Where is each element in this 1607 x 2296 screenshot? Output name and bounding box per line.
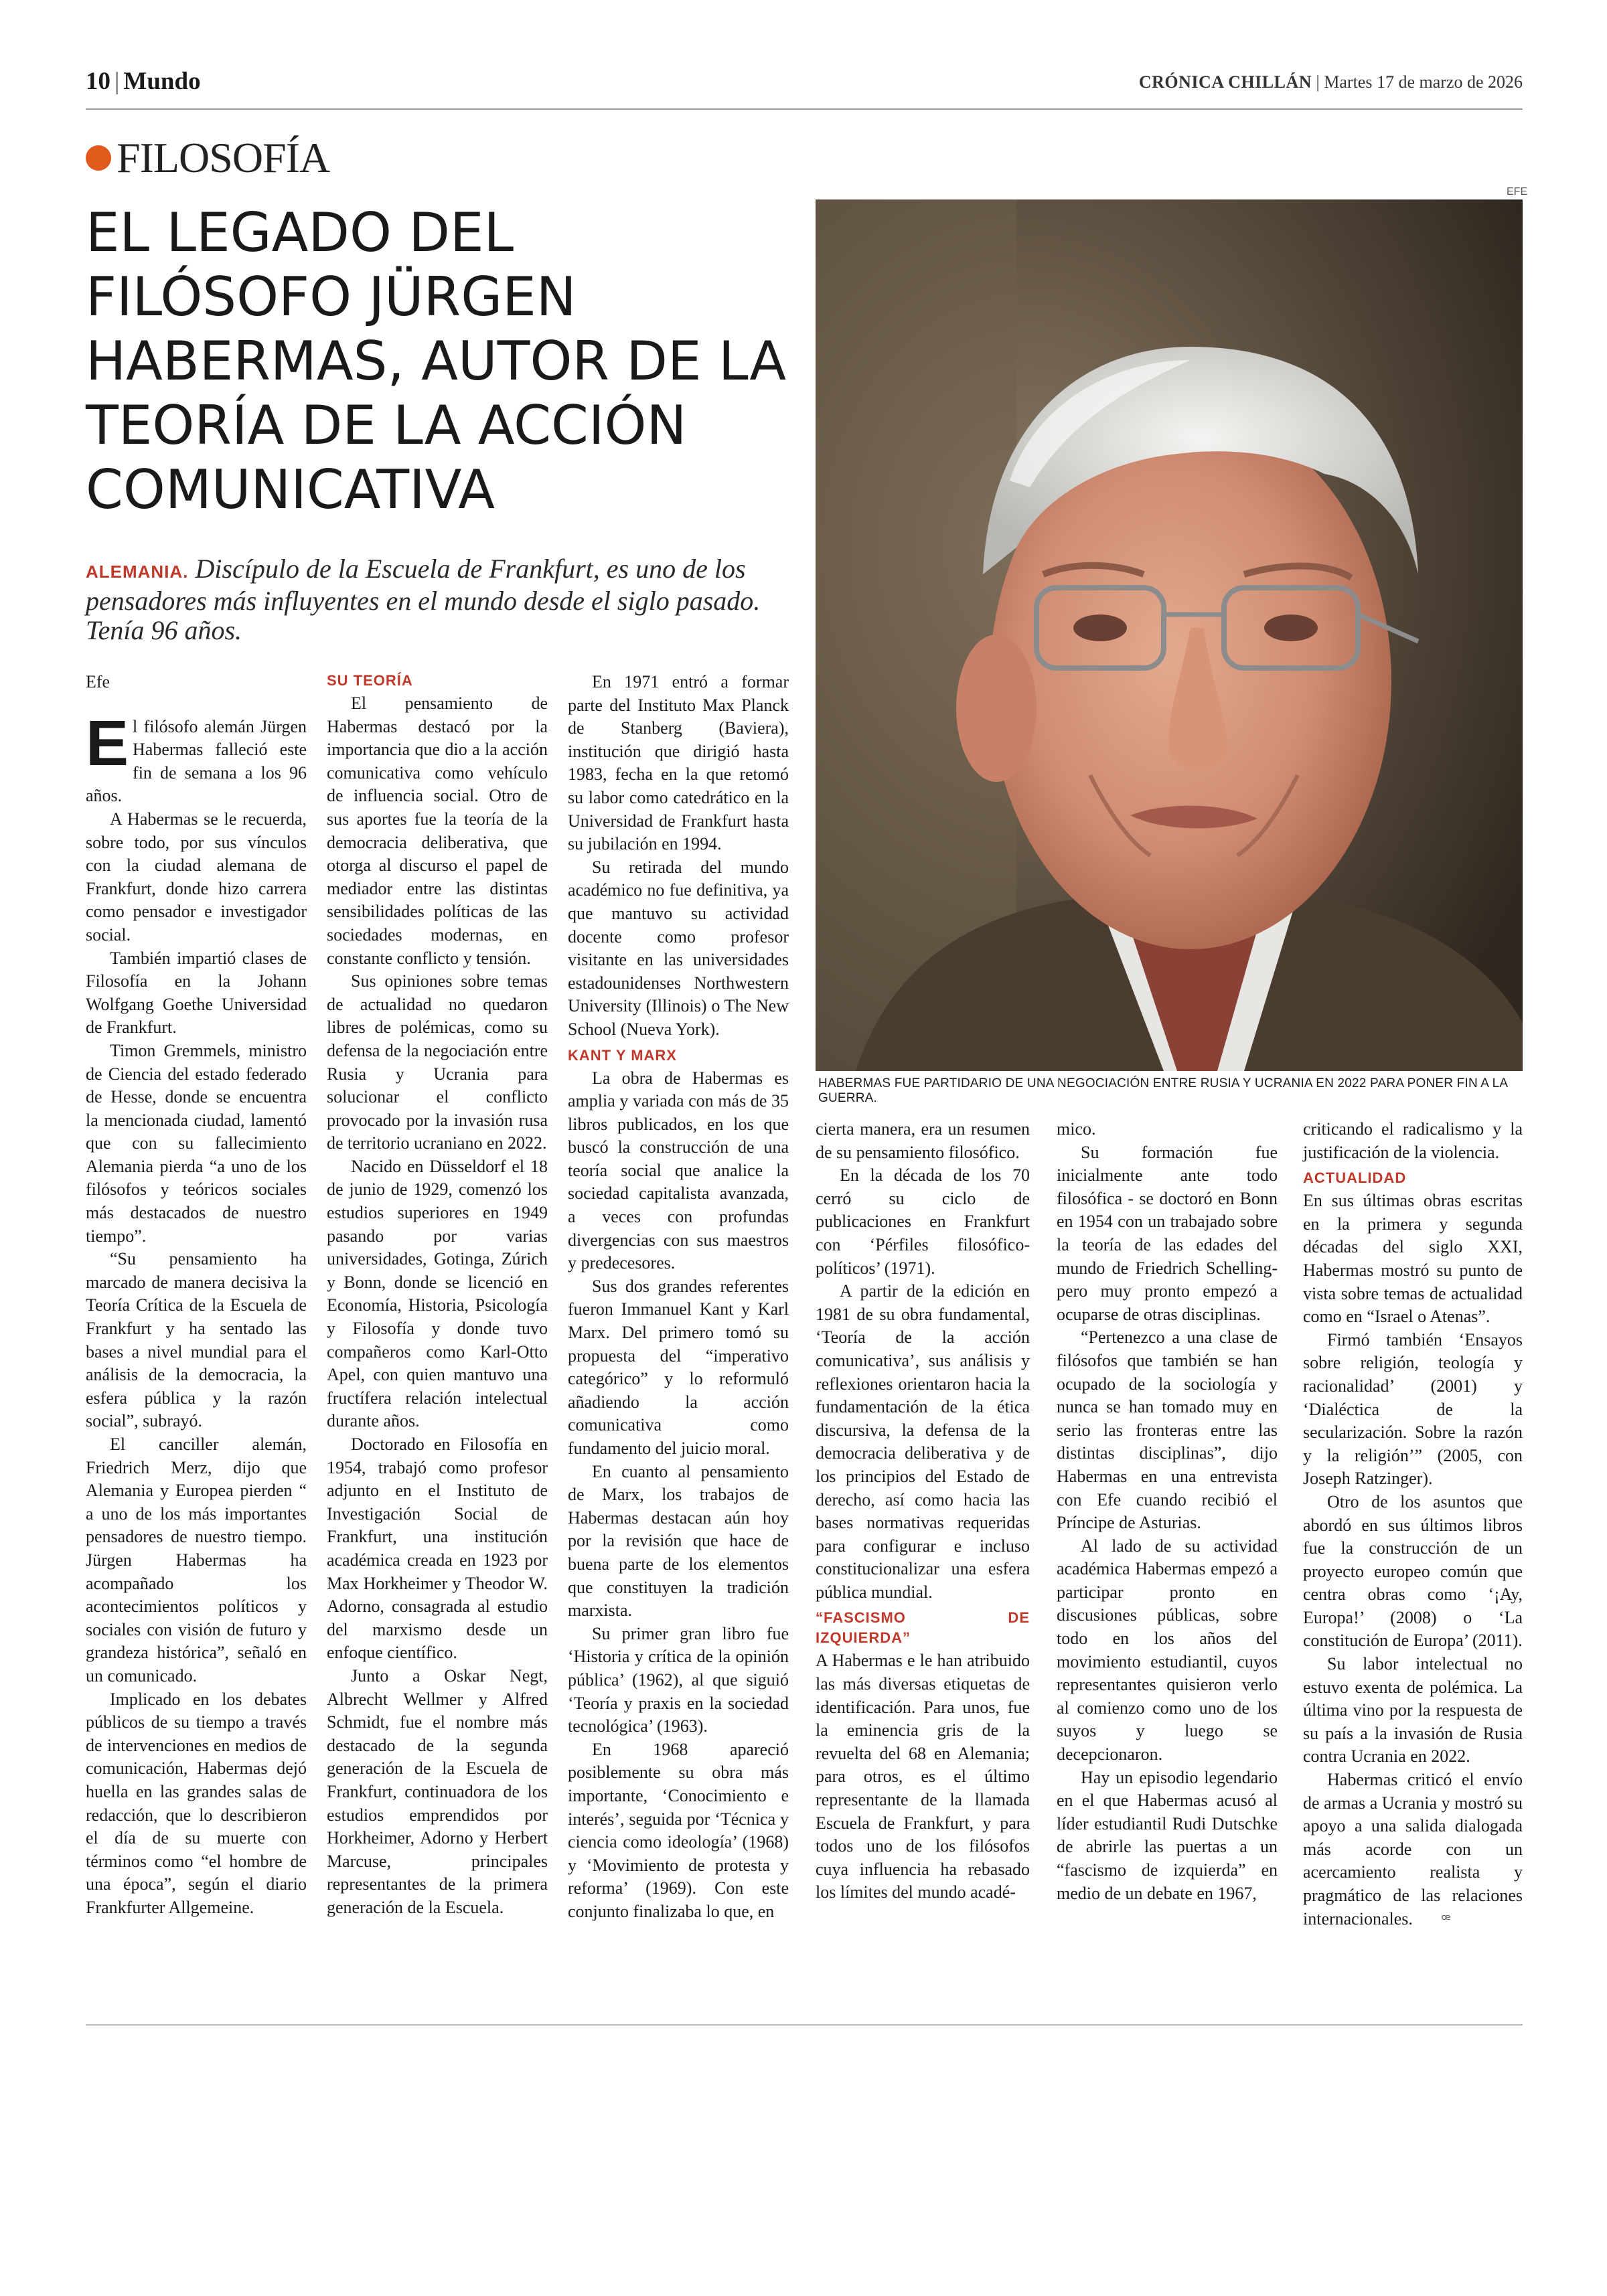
body-paragraph — [86, 707, 307, 808]
body-paragraph: Su formación fue inicialmente ante todo filosófica - se doctoró en Bonn en 1954 con un trabajado sobre la teoría de las edades del mundo de Friedrich Schelling- pero muy pronto empezó a ocuparse de otras disciplinas. — [1057, 1142, 1278, 1324]
deck-text: Discípulo de la Escuela de Frankfurt, es uno de los pensadores más influyentes en el mundo desde el siglo pasado. Tenía 96 años. — [86, 554, 761, 645]
article-deck — [86, 554, 795, 645]
body-paragraph: Su retirada del mundo académico no fue definitiva, ya que mantuvo su actividad docente como profesor visitante en las universidades estadounidenses Northwestern University (Illinois) o The New School (Nueva York). — [568, 857, 789, 1039]
subheading-su-teoria: SU TEORÍA — [327, 672, 413, 689]
body-column-5 — [1057, 1118, 1278, 1905]
page-number: 10 — [86, 68, 110, 95]
body-column-6 — [1303, 1118, 1523, 1931]
kicker-label: FILOSOFÍA — [117, 134, 330, 181]
body-paragraph: Timon Gremmels, ministro de Ciencia del estado federado de Hesse, donde se encuentra la mencionada ciudad, lamentó que con su fallecimiento Alemania pierda “a uno de los filósofos y teóricos sociales más destacados de nuestro tiempo”. — [86, 1040, 307, 1246]
body-paragraph: Sus opiniones sobre temas de actualidad no quedaron libres de polémicas, como su defensa de la negociación entre Rusia y Ucrania para solucionar el conflicto provocado por la invasión rusa de territorio ucraniano en 2022. — [327, 971, 548, 1153]
body-paragraph: Al lado de su actividad académica Habermas empezó a participar pronto en discusiones públicas, sobre todo en los años del movimiento estudiantil, cuyos representantes quisieron verlo al comienzo como uno de los suyos y luego se decepcionaron. — [1057, 1536, 1278, 1765]
kicker-dot-icon — [86, 145, 111, 171]
body-paragraph — [1303, 1769, 1523, 1931]
body-paragraph: Doctorado en Filosofía en 1954, trabajó como profesor adjunto en el Instituto de Investigación Social de Frankfurt, una institución académica creada en 1923 por Max Horkheimer y Theodor W. Adorno, consagrada al estudio del marxismo desde un enfoque científico. — [327, 1434, 548, 1663]
body-paragraph: En 1971 entró a formar parte del Instituto Max Planck de Stanberg (Baviera), institución que dirigió hasta 1983, fecha en la que retomó su labor como catedrático en la Universidad de Frankfurt hasta su jubilación en 1994. — [568, 672, 789, 854]
publication-date: Martes 17 de marzo de 2026 — [1324, 72, 1523, 92]
body-paragraph: Hay un episodio legendario en el que Habermas acusó al líder estudiantil Rudi Dutschke de abrirle las puertas a un “fascismo de izquierda” en medio de un debate en 1967, — [1057, 1767, 1278, 1903]
header-rule — [86, 108, 1523, 110]
article-headline: EL LEGADO DEL FILÓSOFO JÜRGEN HABERMAS, AUTOR DE LA TEORÍA DE LA ACCIÓN COMUNICATIVA — [86, 201, 787, 521]
body-paragraph: Su labor intelectual no estuvo exenta de polémica. La última vino por la respuesta de su país a la invasión de Rusia contra Ucrania en 2022. — [1303, 1654, 1523, 1767]
body-paragraph: A Habermas se le recuerda, sobre todo, por sus vínculos con la ciudad alemana de Frankfurt, donde hizo carrera como pensador e investigador social. — [86, 809, 307, 945]
section-kicker — [86, 131, 329, 185]
body-paragraph: Sus dos grandes referentes fueron Immanuel Kant y Karl Marx. Del primero tomó su propuesta del “imperativo categórico” y lo reformuló añadiendo la acción comunicativa como fundamento del juicio moral. — [568, 1276, 789, 1458]
body-column-4 — [816, 1118, 1030, 1904]
drop-cap: E — [86, 707, 129, 779]
body-paragraph: cierta manera, era un resumen de su pensamiento filosófico. — [816, 1119, 1030, 1162]
body-paragraph: Implicado en los debates públicos de su tiempo a través de intervenciones en medios de comunicación, Habermas dejó huella en las grandes salas de redacción, que lo describieron el día de su muerte con términos como “el hombre de una época”, según el diario Frankfurter Allgemeine. — [86, 1689, 307, 1917]
subheading-fascismo: “FASCISMO DE IZQUIERDA” — [816, 1609, 1030, 1647]
body-paragraph: También impartió clases de Filosofía en la Johann Wolfgang Goethe Universidad de Frankfurt. — [86, 948, 307, 1038]
body-paragraph: “Su pensamiento ha marcado de manera decisiva la Teoría Crítica de la Escuela de Frankfurt y ha sentado las bases a nivel mundial para el análisis de la democracia, la esfera pública y la razón social”, subrayó. — [86, 1249, 307, 1431]
body-paragraph: El pensamiento de Habermas destacó por la importancia que dio a la acción comunicativa como vehículo de influencia social. Otro de sus aportes fue la teoría de la democracia deliberativa, que otorga al discurso el papel de mediador entre las distintas sensibilidades políticas de las sociedades modernas, en constante conflicto y tensión. — [327, 693, 548, 968]
body-paragraph: criticando el radicalismo y la justificación de la violencia. — [1303, 1119, 1523, 1162]
paragraph-text: l filósofo alemán Jürgen Habermas falleció este fin de semana a los 96 años. — [86, 716, 307, 806]
body-paragraph: En la década de los 70 cerró su ciclo de publicaciones en Frankfurt con ‘Pérfiles filosófico-políticos’ (1971). — [816, 1165, 1030, 1278]
portrait-photo — [816, 199, 1523, 1071]
section-name: Mundo — [123, 68, 201, 95]
paragraph-text: Habermas criticó el envío de armas a Ucrania y mostró su apoyo a una salida dialogada más acorde con un acercamiento realista y pragmático de las relaciones internacionales. — [1303, 1770, 1523, 1929]
body-paragraph: “Pertenezco a una clase de filósofos que también se han ocupado de la sociología y nunca se han tomado muy en serio las fronteras entre las distintas disciplinas”, dijo Habermas en una entrevista con Efe cuando recibió el Príncipe de Asturias. — [1057, 1327, 1278, 1533]
subheading-kant-y-marx: KANT Y MARX — [568, 1046, 677, 1064]
photo-caption: HABERMAS FUE PARTIDARIO DE UNA NEGOCIACIÓN ENTRE RUSIA Y UCRANIA EN 2022 PARA PONER FIN A LA GUERRA. — [818, 1076, 1508, 1105]
end-mark-icon: ꟹ — [1441, 1910, 1451, 1928]
body-column-3 — [568, 671, 789, 1923]
body-paragraph: La obra de Habermas es amplia y variada con más de 35 libros publicados, en los que buscó la construcción de una teoría social que analice la sociedad capitalista avanzada, a veces con profundas divergencias con sus maestros y predecesores. — [568, 1068, 789, 1273]
body-paragraph: En 1968 apareció posiblemente su obra más importante, ‘Conocimiento e interés’, seguida por ‘Técnica y ciencia como ideología’ (1968) y ‘Movimiento de protesta y reforma’ (1969). Con este conjunto finalizaba lo que, en — [568, 1739, 789, 1921]
body-paragraph: A partir de la edición en 1981 de su obra fundamental, ‘Teoría de la acción comunicativa’, sus análisis y reflexiones orientaron hacia la fundamentación de la ética discursiva, la defensa de la democracia deliberativa y de los principios del Estado de derecho, así como hacia las bases normativas requeridas para configurar e incluso constitucionalizar una esfera pública mundial. — [816, 1281, 1030, 1602]
body-paragraph: mico. — [1057, 1119, 1096, 1139]
body-paragraph: Firmó también ‘Ensayos sobre religión, teología y racionalidad’ (2001) y ‘Dialéctica de la secularización. Sobre la razón y la religión’” (2005, con Joseph Ratzinger). — [1303, 1329, 1523, 1489]
byline: Efe — [86, 672, 110, 691]
body-paragraph: A Habermas e le han atribuido las más diversas etiquetas de identificación. Para unos, fue la eminencia gris de la revuelta del 68 en Alemania; para otros, es el último representante de la llamada Escuela de Frankfurt, y para todos uno de los filósofos cuya influencia ha rebasado los límites del mundo acadé- — [816, 1651, 1030, 1902]
body-column-1 — [86, 671, 307, 1919]
page-folio: 10 | Mundo — [86, 68, 201, 95]
body-paragraph: Otro de los asuntos que abordó en sus últimos libros fue la construcción de un proyecto europeo común que centra obras como ‘¡Ay, Europa!’ (2008) o ‘La constitución de Europa’ (2011). — [1303, 1491, 1523, 1651]
body-paragraph: Junto a Oskar Negt, Albrecht Wellmer y Alfred Schmidt, fue el nombre más destacado de la segunda generación de la Escuela de Frankfurt, continuadora de los estudios emprendidos por Horkheimer, Adorno y Herbert Marcuse, principales representantes de la primera generación de la Escuela. — [327, 1665, 548, 1917]
portrait-illustration — [816, 199, 1523, 1071]
publication-name: CRÓNICA CHILLÁN — [1138, 72, 1312, 92]
publication-info: CRÓNICA CHILLÁN | Martes 17 de marzo de 2026 — [1138, 72, 1523, 92]
footer-rule — [86, 2024, 1523, 2026]
photo-credit: EFE — [1507, 186, 1528, 197]
body-paragraph: El canciller alemán, Friedrich Merz, dijo que Alemania y Europea pierden “ a uno de los más importantes pensadores de nuestro tiempo. Jürgen Habermas ha acompañado los acontecimientos políticos y sociales con visión de futuro y grandeza histórica”, señaló en un comunicado. — [86, 1434, 307, 1686]
body-paragraph: En cuanto al pensamiento de Marx, los trabajos de Habermas destacan aún hoy por la revisión que hace de buena parte de los elementos que constituyen la tradición marxista. — [568, 1461, 789, 1621]
page-header — [86, 67, 1523, 107]
body-paragraph: Su primer gran libro fue ‘Historia y crítica de la opinión pública’ (1962), al que siguió ‘Teoría y praxis en la sociedad tecnológica’ (1963). — [568, 1623, 789, 1736]
body-paragraph: En sus últimas obras escritas en la primera y segunda décadas del siglo XXI, Habermas mostró su punto de vista sobre temas de actualidad como en “Israel o Atenas”. — [1303, 1191, 1523, 1327]
body-column-2 — [327, 671, 548, 1919]
body-paragraph: Nacido en Düsseldorf el 18 de junio de 1929, comenzó los estudios superiores en 1949 pasando por varias universidades, Gotinga, Zúrich y Bonn, donde se licenció en Economía, Historia, Psicología y Filosofía y donde tuvo compañeros como Karl-Otto Apel, con quien mantuvo una fructífera relación intelectual durante años. — [327, 1156, 548, 1431]
subheading-actualidad: ACTUALIDAD — [1303, 1169, 1407, 1187]
deck-location: ALEMANIA. — [86, 562, 189, 582]
